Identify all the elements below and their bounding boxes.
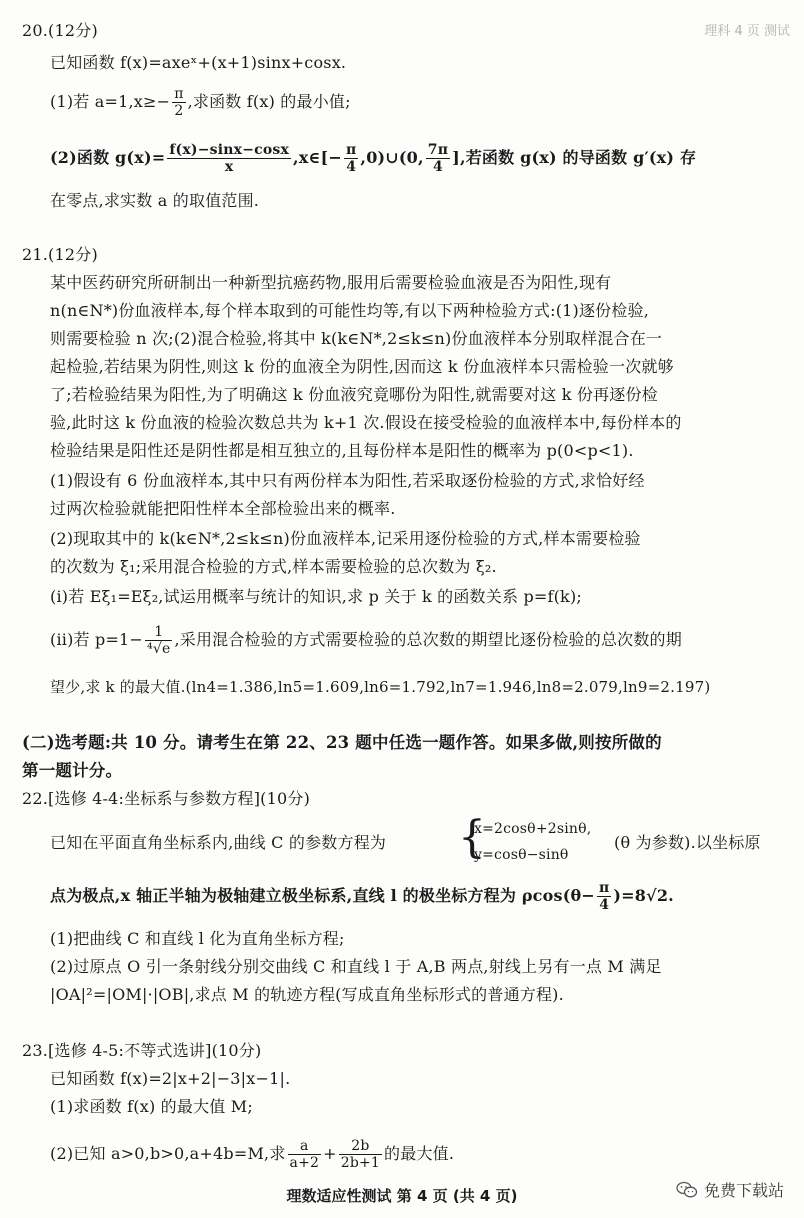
frac-den: a+2 (289, 1155, 320, 1171)
q22-line2-frac (597, 880, 611, 913)
q21-ii-post: ,采用混合检验的方式需要检验的总次数的期望比逐份检验的总次数的期 (174, 630, 682, 649)
q20-heading: 20.(12分) (22, 21, 98, 40)
frac-num: 7π (427, 142, 449, 158)
header-watermark: 理科 4 页 测试 (704, 24, 790, 39)
q21-line-9: (2)现取其中的 k(k∈N*,2≤k≤n)份血液样本,记采用逐份检验的方式,样本需要检验 (50, 529, 641, 548)
frac-den: 4 (599, 897, 610, 913)
q22-eq-top: x=2cosθ+2sinθ, (474, 821, 592, 837)
q21-heading: 21.(12分) (22, 245, 98, 264)
q21-ii (50, 624, 682, 657)
frac-num: f(x)−sinx−cosx (169, 142, 290, 158)
q20-part1-frac (172, 86, 185, 119)
q22-line2-pre: 点为极点,x 轴正半轴为极轴建立极坐标系,直线 l 的极坐标方程为 ρcos(θ− (50, 886, 595, 905)
q22-eq-bottom: y=cosθ−sinθ (474, 847, 569, 863)
q22-brace: { (458, 812, 486, 863)
frac-den: 4 (433, 159, 443, 175)
q23-part2-pre: (2)已知 a>0,b>0,a+4b=M,求 (50, 1144, 286, 1163)
q20-part2 (50, 142, 696, 175)
q23-heading: 23.[选修 4-5:不等式选讲](10分) (22, 1041, 262, 1060)
q22-line2-post: )=8√2. (613, 886, 674, 905)
q23-stem: 已知函数 f(x)=2|x+2|−3|x−1|. (50, 1069, 291, 1088)
q22-stem-pre: 已知在平面直角坐标系内,曲线 C 的参数方程为 (50, 833, 387, 852)
frac-den: 2 (174, 103, 184, 119)
q20-part2-mid1: ,x∈[− (293, 148, 342, 167)
q21-line-7: (1)假设有 6 份血液样本,其中只有两份样本为阳性,若采取逐份检验的方式,求恰好经 (50, 471, 645, 490)
q23-part2-frac2 (339, 1138, 382, 1171)
q21-line-8: 过两次检验就能把阳性样本全部检验出来的概率. (50, 499, 396, 518)
frac-den: 4 (346, 159, 357, 175)
wechat-label: 免费下载站 (703, 1181, 784, 1200)
q20-part1-pre: (1)若 a=1,x≥− (50, 92, 171, 111)
q21-line-11: (i)若 Eξ₁=Eξ₂,试运用概率与统计的知识,求 p 关于 k 的函数关系 p=f(k); (50, 587, 582, 606)
q20-part2-line2: 在零点,求实数 a 的取值范围. (50, 191, 260, 210)
q23-part2-frac1 (288, 1138, 322, 1171)
q21-line-6: 检验结果是阳性还是阴性都是相互独立的,且每份样本是阳性的概率为 p(0<p<1). (50, 441, 634, 460)
frac-num: π (345, 142, 357, 158)
q21-line-5: 验,此时这 k 份血液的检验次数总共为 k+1 次.假设在接受检验的血液样本中,每份样本的 (50, 413, 682, 432)
frac-den: 2b+1 (340, 1155, 381, 1171)
wechat-watermark (676, 1178, 784, 1201)
section2-line1: (二)选考题:共 10 分。请考生在第 22、23 题中任选一题作答。如果多做,则按所做的 (22, 733, 662, 752)
wechat-icon (676, 1181, 698, 1199)
q23-part1: (1)求函数 f(x) 的最大值 M; (50, 1097, 253, 1116)
q21-line-2: 则需要检验 n 次;(2)混合检验,将其中 k(k∈N*,2≤k≤n)份血液样本分别取样混合在一 (50, 329, 663, 348)
q21-ii-pre: (ii)若 p=1− (50, 630, 144, 649)
q22-heading: 22.[选修 4-4:坐标系与参数方程](10分) (22, 789, 311, 808)
q23-part2-post: 的最大值. (384, 1144, 455, 1163)
q20-part2-frac-7pi4 (426, 142, 450, 175)
q20-part1 (50, 86, 351, 119)
q20-stem: 已知函数 f(x)=axeˣ+(x+1)sinx+cosx. (50, 53, 347, 72)
q22-part2-line2: |OA|²=|OM|·|OB|,求点 M 的轨迹方程(写成直角坐标形式的普通方程). (50, 985, 564, 1004)
q20-part2-pre: (2)函数 g(x)= (50, 148, 166, 167)
frac-num: 2b (339, 1138, 382, 1155)
frac-den: ⁴√e (147, 641, 171, 657)
page-footer: 理数适应性测试 第 4 页 (共 4 页) (286, 1187, 518, 1205)
q22-line2 (50, 880, 674, 913)
q20-part2-post: ],若函数 g(x) 的导函数 g′(x) 存 (452, 148, 697, 167)
q23-part2 (50, 1138, 454, 1171)
frac-num: π (174, 86, 184, 102)
q22-stem-post: (θ 为参数).以坐标原 (614, 833, 761, 852)
q21-line-10: 的次数为 ξ₁;采用混合检验的方式,样本需要检验的总次数为 ξ₂. (50, 557, 497, 576)
section2-line2: 第一题计分。 (22, 761, 123, 780)
q23-part2-plus: + (323, 1144, 337, 1163)
q22-part2-line1: (2)过原点 O 引一条射线分别交曲线 C 和直线 l 于 A,B 两点,射线上另有一点 M 满足 (50, 957, 662, 976)
q20-part2-frac (167, 142, 291, 175)
frac-den: x (224, 159, 234, 175)
q21-line-3: 起检验,若结果为阴性,则这 k 份的血液全为阴性,因而这 k 份血液样本只需检验一次就够 (50, 357, 674, 376)
q21-line-4: 了;若检验结果为阳性,为了明确这 k 份血液究竟哪份为阳性,就需要对这 k 份再逐份检 (50, 385, 658, 404)
frac-num: 1 (145, 624, 172, 641)
frac-num: π (598, 880, 610, 896)
q20-part1-post: ,求函数 f(x) 的最小值; (187, 92, 351, 111)
q20-part2-frac-pi4 (344, 142, 358, 175)
q21-ii-line2: 望少,求 k 的最大值.(ln4=1.386,ln5=1.609,ln6=1.792,ln7=1.946,ln8=2.079,ln9=2.197) (50, 678, 711, 696)
q21-line-0: 某中医药研究所研制出一种新型抗癌药物,服用后需要检验血液是否为阳性,现有 (50, 273, 612, 292)
q21-line-1: n(n∈N*)份血液样本,每个样本取到的可能性均等,有以下两种检验方式:(1)逐份检验, (50, 301, 650, 320)
frac-num: a (288, 1138, 322, 1155)
q22-part1: (1)把曲线 C 和直线 l 化为直角坐标方程; (50, 929, 345, 948)
q20-part2-mid2: ,0)∪(0, (360, 148, 424, 167)
q21-ii-frac (145, 624, 172, 657)
